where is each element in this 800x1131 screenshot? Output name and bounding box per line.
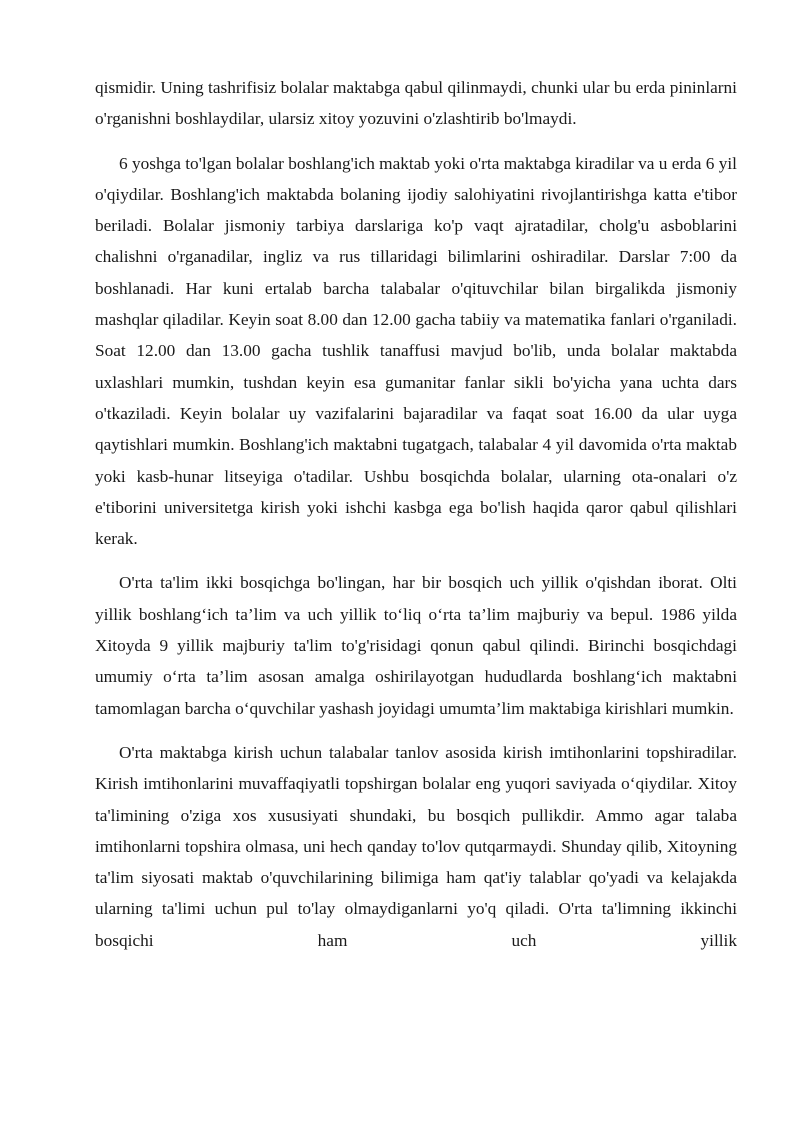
paragraph-1: qismidir. Uning tashrifisiz bolalar maktabga qabul qilinmaydi, chunki ular bu erda pininlarni o'rganishni boshlaydilar, ularsiz xitoy yozuvini o'zlashtirib bo'lmaydi. <box>95 78 737 129</box>
paragraph-2: 6 yoshga to'lgan bolalar boshlang'ich maktab yoki o'rta maktabga kiradilar va u erda 6 yil o'qiydilar. Boshlang'ich maktabda bolaning ijodiy salohiyatini rivojlantirishga katta e'tibor beriladi. Bolalar jismoniy tarbiya darslariga ko'p vaqt ajratadilar, cholg'u asboblarini chalishni o'rganadilar, ingliz va rus tillaridagi bilimlarini oshiradilar. Darslar 7:00 da boshlanadi. Har kuni ertalab barcha talabalar o'qituvchilar bilan birgalikda jismoniy mashqlar qiladilar. Keyin soat 8.00 dan 12.00 gacha tabiiy va matematika fanlari o'rganiladi. Soat 12.00 dan 13.00 gacha tushlik tanaffusi mavjud bo'lib, unda bolalar maktabda uxlashlari mumkin, tushdan keyin esa gumanitar fanlar sikli bo'yicha yana uchta dars o'tkaziladi. Keyin bolalar uy vazifalarini bajaradilar va faqat soat 16.00 da ular uyga qaytishlari mumkin. Boshlang'ich maktabni tugatgach, talabalar 4 yil davomida o'rta maktab yoki kasb-hunar litseyiga o'tadilar. Ushbu bosqichda bolalar, ularning ota-onalari o'z e'tiborini universitetga kirish yoki ishchi kasbga ega bo'lish haqida qaror qabul qilishlari kerak. <box>95 153 737 549</box>
paragraph-3: O'rta ta'lim ikki bosqichga bo'lingan, har bir bosqich uch yillik o'qishdan iborat. Olti yillik boshlang‘ich ta’lim va uch yillik to‘liq o‘rta ta’lim majburiy va bepul. 1986 yilda Xitoyda 9 yillik majburiy ta'lim to'g'risidagi qonun qabul qilindi. Birinchi bosqichdagi umumiy o‘rta ta’lim asosan amalga oshirilayotgan hududlarda boshlang‘ich maktabni tamomlagan barcha o‘quvchilar yashash joyidagi umumta’lim maktabiga kirishlari mumkin. <box>95 573 737 718</box>
paragraph-4: O'rta maktabga kirish uchun talabalar tanlov asosida kirish imtihonlarini topshiradilar. Kirish imtihonlarini muvaffaqiyatli topshirgan bolalar eng yuqori saviyada o‘qiydilar. Xitoy ta'limining o'ziga xos xususiyati shundaki, bu bosqich pullikdir. Ammo agar talaba imtihonlarni topshira olmasa, uni hech qanday to'lov qutqarmaydi. Shunday qilib, Xitoyning ta'lim siyosati maktab o'quvchilarining bilimiga ham qat'iy talablar qo'yadi va kelajakda ularning ta'limi uchun pul to'lay olmaydiganlarni yo'q qiladi. O'rta ta'limning ikkinchi bosqichi ham uch yillik <box>95 742 737 950</box>
document-body <box>95 72 737 969</box>
